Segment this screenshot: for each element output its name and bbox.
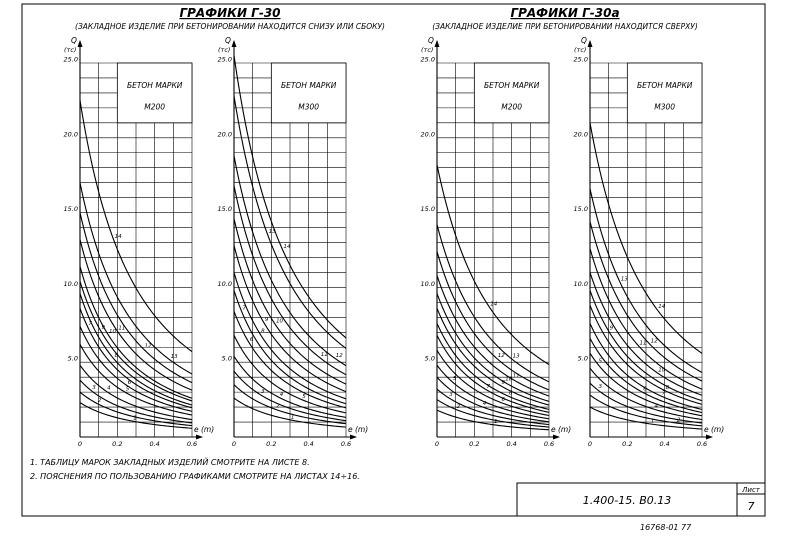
curve-label-14: 14: [490, 301, 498, 308]
x-tick-label: 0.6: [186, 440, 198, 448]
x-tick-label: 0: [231, 440, 237, 448]
curve-label-10: 10: [505, 376, 513, 383]
concrete-grade-value: М300: [654, 102, 676, 112]
curve-label-3: 3: [261, 389, 265, 396]
x-axis-arrow: [706, 435, 713, 440]
curve-label-9: 9: [101, 325, 106, 332]
curve-label-3: 3: [598, 384, 602, 391]
group-title-g30: ГРАФИКИ Г-30: [179, 6, 281, 20]
y-tick-label: 20.0: [420, 130, 435, 139]
y-tick-label: 25.0: [420, 55, 435, 64]
curve-label-5: 5: [452, 376, 457, 383]
y-axis-label: Q: [428, 36, 434, 45]
chart-g30-m200: [64, 36, 215, 448]
curve-label-1: 1: [650, 418, 655, 425]
curve-label-2: 2: [676, 417, 681, 424]
x-axis-label: e (m): [704, 425, 725, 434]
curve-label-2: 2: [456, 403, 461, 410]
curve-label-5: 5: [302, 393, 306, 400]
x-tick-label: 0: [587, 440, 593, 448]
curve-label-1: 1: [133, 415, 137, 422]
y-axis-arrow: [435, 40, 440, 47]
y-tick-label: 5.0: [67, 354, 78, 363]
curve-label-10: 10: [658, 367, 666, 374]
curve-label-6: 6: [249, 336, 254, 343]
curve-label-11: 11: [320, 352, 328, 359]
y-axis-arrow: [232, 40, 237, 47]
y-tick-label: 15.0: [217, 205, 232, 214]
concrete-grade-box: [627, 63, 702, 123]
concrete-grade-box: [117, 63, 192, 123]
x-tick-label: 0: [434, 440, 440, 448]
x-tick-label: 0.2: [622, 440, 633, 448]
concrete-grade-label: БЕТОН МАРКИ: [636, 81, 693, 91]
curve-label-13: 13: [170, 354, 178, 361]
footer-inventory-number: 16768-01 77: [640, 523, 692, 532]
x-tick-label: 0.2: [469, 440, 480, 448]
curve-label-13: 13: [512, 353, 520, 360]
x-axis-label: e (m): [348, 425, 369, 434]
sheet-label: Лист: [742, 486, 760, 494]
group-subtitle-g30: (ЗАКЛАДНОЕ ИЗДЕЛИЕ ПРИ БЕТОНИРОВАНИИ НАХОДИТСЯ СНИЗУ ИЛИ СБОКУ): [75, 22, 385, 31]
curve-label-6: 6: [501, 396, 505, 403]
y-tick-label: 10.0: [63, 279, 78, 288]
curve-label-5: 5: [598, 358, 602, 365]
title-block: [517, 483, 765, 516]
document-code: 1.400-15. В0.13: [582, 494, 672, 507]
curve-label-9: 9: [501, 380, 505, 387]
x-axis-arrow: [350, 435, 357, 440]
curve-label-10: 10: [276, 318, 284, 325]
curve-label-12: 12: [497, 352, 505, 359]
y-tick-label: 25.0: [217, 55, 232, 64]
curve-label-3: 3: [449, 392, 453, 399]
group-title-g30a: ГРАФИКИ Г-30а: [510, 6, 620, 20]
sheet-number: 7: [747, 500, 755, 513]
curve-label-4: 4: [107, 385, 111, 392]
curve-label-8: 8: [261, 328, 265, 335]
y-tick-label: 10.0: [420, 279, 435, 288]
concrete-grade-box: [271, 63, 346, 123]
y-tick-label: 10.0: [573, 279, 588, 288]
x-tick-label: 0.2: [266, 440, 277, 448]
curve-label-4: 4: [279, 391, 284, 398]
concrete-grade-value: М200: [501, 102, 523, 112]
y-axis-arrow: [588, 40, 593, 47]
concrete-grade-label: БЕТОН МАРКИ: [280, 81, 337, 91]
concrete-grade-label: БЕТОН МАРКИ: [483, 81, 540, 91]
concrete-grade-value: М300: [298, 102, 320, 112]
y-axis-unit: (тс): [218, 46, 231, 54]
curve-label-5: 5: [125, 386, 130, 393]
curve-label-11: 11: [512, 373, 520, 380]
curve-label-12: 12: [650, 338, 658, 345]
curve-label-13: 13: [268, 229, 276, 236]
note-1: 1. ТАБЛИЦУ МАРОК ЗАКЛАДНЫХ ИЗДЕЛИЙ СМОТРИТЕ НА ЛИСТЕ 8.: [30, 458, 310, 467]
curve-label-4: 4: [482, 401, 487, 408]
x-tick-label: 0.6: [696, 440, 708, 448]
curve-label-6: 6: [127, 379, 132, 386]
x-tick-label: 0.6: [543, 440, 555, 448]
curve-label-14: 14: [283, 244, 291, 251]
y-tick-label: 5.0: [221, 354, 232, 363]
chart-g30a-m200: [421, 36, 572, 448]
group-subtitle-g30a: (ЗАКЛАДНОЕ ИЗДЕЛИЕ ПРИ БЕТОНИРОВАНИИ НАХОДИТСЯ СВЕРХУ): [432, 22, 698, 31]
concrete-grade-value: М200: [144, 102, 166, 112]
x-axis-label: e (m): [194, 425, 215, 434]
y-tick-label: 25.0: [63, 55, 78, 64]
curve-label-3: 3: [92, 385, 96, 392]
y-tick-label: 5.0: [424, 354, 435, 363]
y-axis-unit: (тс): [64, 46, 77, 54]
y-tick-label: 15.0: [63, 205, 78, 214]
y-axis-arrow: [78, 40, 83, 47]
y-tick-label: 20.0: [217, 130, 232, 139]
curve-label-13: 13: [620, 276, 628, 283]
x-tick-label: 0.2: [112, 440, 123, 448]
x-tick-label: 0.4: [659, 440, 670, 448]
x-tick-label: 0: [77, 440, 83, 448]
curve-label-12: 12: [144, 343, 152, 350]
x-tick-label: 0.4: [506, 440, 517, 448]
curve-label-2: 2: [97, 397, 102, 404]
curve-label-9: 9: [264, 317, 269, 324]
curve-label-11: 11: [118, 325, 126, 332]
y-tick-label: 15.0: [420, 205, 435, 214]
curve-label-10: 10: [109, 328, 116, 335]
x-axis-arrow: [196, 435, 203, 440]
x-axis-label: e (m): [551, 425, 572, 434]
y-axis-unit: (тс): [421, 46, 434, 54]
note-2: 2. ПОЯСНЕНИЯ ПО ПОЛЬЗОВАНИЮ ГРАФИКАМИ СМОТРИТЕ НА ЛИСТАХ 14÷16.: [30, 472, 360, 481]
curve-label-8: 8: [114, 353, 119, 360]
y-tick-label: 10.0: [217, 279, 232, 288]
curve-label-7: 7: [242, 305, 246, 312]
curve-label-8: 8: [508, 390, 513, 397]
curve-label-8: 8: [665, 384, 670, 391]
curve-label-4: 4: [654, 403, 658, 410]
y-axis-label: Q: [225, 36, 231, 45]
y-tick-label: 20.0: [63, 130, 78, 139]
chart-g30a-m300: [574, 36, 725, 448]
y-axis-label: Q: [71, 36, 77, 45]
curve-label-14: 14: [114, 234, 122, 241]
y-tick-label: 15.0: [573, 205, 588, 214]
curve-label-2: 2: [276, 403, 280, 410]
curve-label-9: 9: [609, 325, 614, 332]
y-tick-label: 5.0: [577, 354, 588, 363]
x-tick-label: 0.4: [303, 440, 314, 448]
curve-label-7: 7: [88, 321, 92, 328]
concrete-grade-box: [474, 63, 549, 123]
y-tick-label: 20.0: [573, 130, 588, 139]
curve-label-7: 7: [486, 383, 491, 390]
x-tick-label: 0.4: [149, 440, 160, 448]
curve-label-7: 7: [661, 390, 666, 397]
y-tick-label: 25.0: [573, 55, 588, 64]
curve-label-11: 11: [639, 340, 647, 347]
curve-label-12: 12: [335, 352, 343, 359]
curve-label-14: 14: [658, 304, 666, 311]
x-axis-arrow: [553, 435, 560, 440]
y-axis-label: Q: [581, 36, 587, 45]
y-axis-unit: (тс): [574, 46, 587, 54]
curve-label-1: 1: [291, 414, 295, 421]
curve-label-6: 6: [643, 386, 647, 393]
curve-label-1: 1: [494, 419, 498, 426]
chart-g30-m300: [218, 36, 369, 448]
concrete-grade-label: БЕТОН МАРКИ: [126, 81, 183, 91]
x-tick-label: 0.6: [340, 440, 352, 448]
